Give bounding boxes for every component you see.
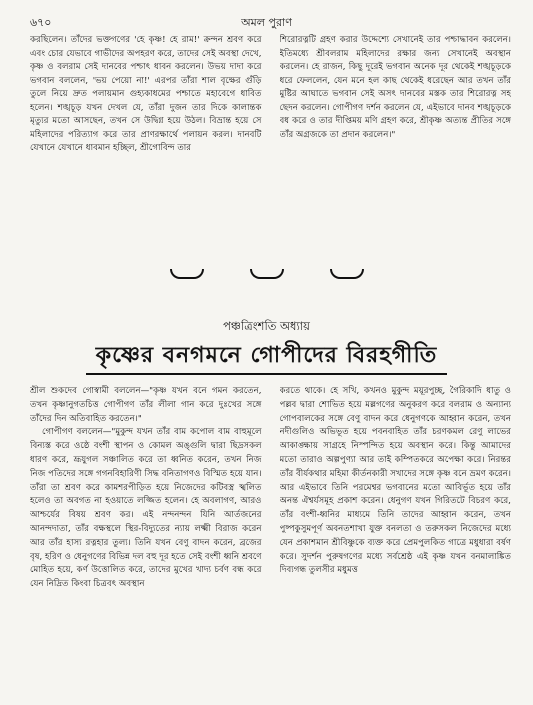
bottom-left-paragraph-2: গোপীগণ বললেন—"মুকুন্দ যখন তাঁর বাম কপোল বাম বাহুমূলে বিন্যস্ত করে ওষ্ঠে বংশী স্থাপন ও কোমল অঙ্গুলি দ্বারা ছিদ্রসকল ধারণ করে, ভ্রূযুগল সঞ্চালিত করে তা ধ্বনিত করেন, তখন নিজ নিজ পতিদের সঙ্গে গগনবিহারিণী সিদ্ধ বনিতাগণও বিস্মিত হয়ে যান। তাঁরা তা শ্রবণ করে কামশরপীড়িত হয়ে নিজেদের কটিবস্ত্র স্খলিত হলেও তা অবগত না হওয়াতে লজ্জিত হলেন। হে অবলাগণ, আরও আশ্চর্যের বিষয় শ্রবণ কর। এই নন্দনন্দন যিনি আর্তজনের আনন্দদাতা, তাঁর বক্ষস্থলে স্থির-বিদ্যুতের ন্যায় লক্ষ্মী বিরাজ করেন আর তাঁর হাস্য রত্নহার তুল্য। তিনি যখন বেণু বাদন করেন, ব্রজের বৃষ, হরিণ ও ধেনুগণের বিভিন্ন দল বহু দূর হতে সেই বংশী ধ্বনি শ্রবণে মোহিত হয়ে, কর্ণ উত্তোলিত করে, তাদের মুখের খাদ্য চর্বণ বন্ধ করে যেন নিদ্রিত কিংবা চিত্রবৎ অবস্থান — [30, 427, 262, 590]
bottom-text-section — [30, 385, 511, 697]
ornament-mark — [330, 269, 364, 279]
chapter-title: কৃষ্ণের বনগমনে গোপীদের বিরহগীতি — [86, 340, 448, 375]
ornament-mark — [170, 269, 204, 279]
chapter-number-label: পঞ্চত্রিংশতি অধ্যায় — [223, 319, 310, 333]
bottom-left-column — [30, 385, 262, 697]
page-number: ৬৭০ — [30, 16, 52, 29]
top-text-section — [30, 34, 511, 264]
bottom-right-column — [280, 385, 512, 697]
bottom-right-paragraph-1: করতে থাকে। হে সখি, কখনও মুকুন্দ ময়ূরপুচ্ছ, গৈরিকাদি ধাতু ও পল্লব দ্বারা শোভিত হয়ে মল্লগণের অনুকরণ করে বলরাম ও অন্যান্য গোপবালকের সঙ্গে বেণু বাদন করে ধেনুগণকে আহ্বান করেন, তখন নদীগুলিও অভিভূত হয়ে পবনবাহিত তাঁর চরণকমল রেণু লাভের আকাঙ্ক্ষায় সাগ্রহে নিস্পন্দিত হয়ে অবস্থান করে। কিন্তু আমাদের মতো তারাও অল্পপুণ্যা আর তাই কম্পিতকরে অপেক্ষা করে। নিরন্তর তাঁর বীর্যকথার মহিমা কীর্তনকারী সখাদের সঙ্গে কৃষ্ণ বনে ভ্রমণ করেন। আর এইভাবে তিনি পরমেশ্বর ভগবানের মতো আবির্ভূত হয়ে তাঁর অনন্ত ঐশ্বর্যসমূহ প্রকাশ করেন। ধেনুগণ যখন গিরিতটে বিচরণ করে, তাঁর বংশী-ধ্বনির মাধ্যমে তিনি তাদের আহ্বান করেন, তখন পুষ্পকুসুমপূর্ণ অবনতশাখা যুক্ত বনলতা ও তরুসকল নিজেদের মধ্যে যেন প্রকাশমান শ্রীবিষ্ণুকে ব্যক্ত করে প্রেমপুলকিত গাত্রে মধুধারা বর্ষণ করে। সুদর্শন পুরুষগণের মধ্যে সর্বশ্রেষ্ঠ এই কৃষ্ণ যখন বনমালাঙ্কিত দিব্যগন্ধ তুলসীর মধুমত্ত — [279, 386, 511, 576]
bottom-left-paragraph-1: শ্রীল শুকদেব গোস্বামী বললেন—"কৃষ্ণ যখন বনে গমন করতেন, তখন কৃষ্ণানুগতচিত্ত গোপীগণ তাঁর লীলা গান করে দুঃখের সঙ্গে তাঁদের দিন অতিবাহিত করতেন।" — [30, 386, 262, 424]
section-divider-ornament — [0, 269, 533, 279]
chapter-title-wrapper — [0, 340, 533, 375]
top-left-column — [30, 34, 262, 264]
running-title: অমল পুরাণ — [241, 16, 292, 29]
top-right-paragraph: শিরোরত্নটি গ্রহণ করার উদ্দেশ্যে সেখানেই তার পশ্চাদ্ধাবন করলেন। ইতিমধ্যে শ্রীবলরাম মহিলাদের রক্ষার জন্য সেখানেই অবস্থান করলেন। হে রাজন, কিছু দূরেই ভগবান অনেক দূর থেকেই শঙ্খচূড়কে ধরে ফেললেন, যেন মনে হল কাছ থেকেই ধরেছেন আর তখন তাঁর মুষ্টির আঘাতে ভগবান সেই অসৎ দানবের মস্তক তার শিরোরত্ন সহ ছেদন করলেন। গোপীগণ দর্শন করলেন যে, এইভাবে দানব শঙ্খচূড়কে বধ করে ও তার দীপ্তিময় মণি গ্রহণ করে, শ্রীকৃষ্ণ অত্যন্ত প্রীতির সঙ্গে তাঁর অগ্রজকে তা প্রদান করলেন।" — [279, 35, 511, 140]
top-right-column — [280, 34, 512, 264]
ornament-mark — [250, 269, 284, 279]
top-left-paragraph: করছিলেন। তাঁদের ভক্তগণের 'হে কৃষ্ণ! হে রাম!' ক্রন্দন শ্রবণ করে এবং চোর যেভাবে গাভীদের অপহরণ করে, তাদের সেই অবস্থা দেখে, কৃষ্ণ ও বলরাম সেই দানবের পশ্চাৎ ধাবন করলেন। উভয় দাদা করে ভগবান বললেন, 'ভয় পেয়ো না!' এরপর তাঁরা শাল বৃক্ষের গুঁড়ি তুলে নিয়ে দ্রুত পলায়মান গুহ্যকাধমের পশ্চাতে মহাবেগে ধাবিত হলেন। শঙ্খচূড় যখন দেখল যে, তাঁরা দুজন তার দিকে কালান্তক মৃত্যুর মতো আসছেন, তখন সে উদ্বিগ্ন হয়ে উঠল। বিভ্রান্ত হয়ে সে মহিলাদের পরিত্যাগ করে তার প্রাণরক্ষার্থে পলায়ন করল। দানবটি যেখানে যেখানে ধাবমান হচ্ছিল, শ্রীগোবিন্দ তার — [30, 35, 262, 153]
